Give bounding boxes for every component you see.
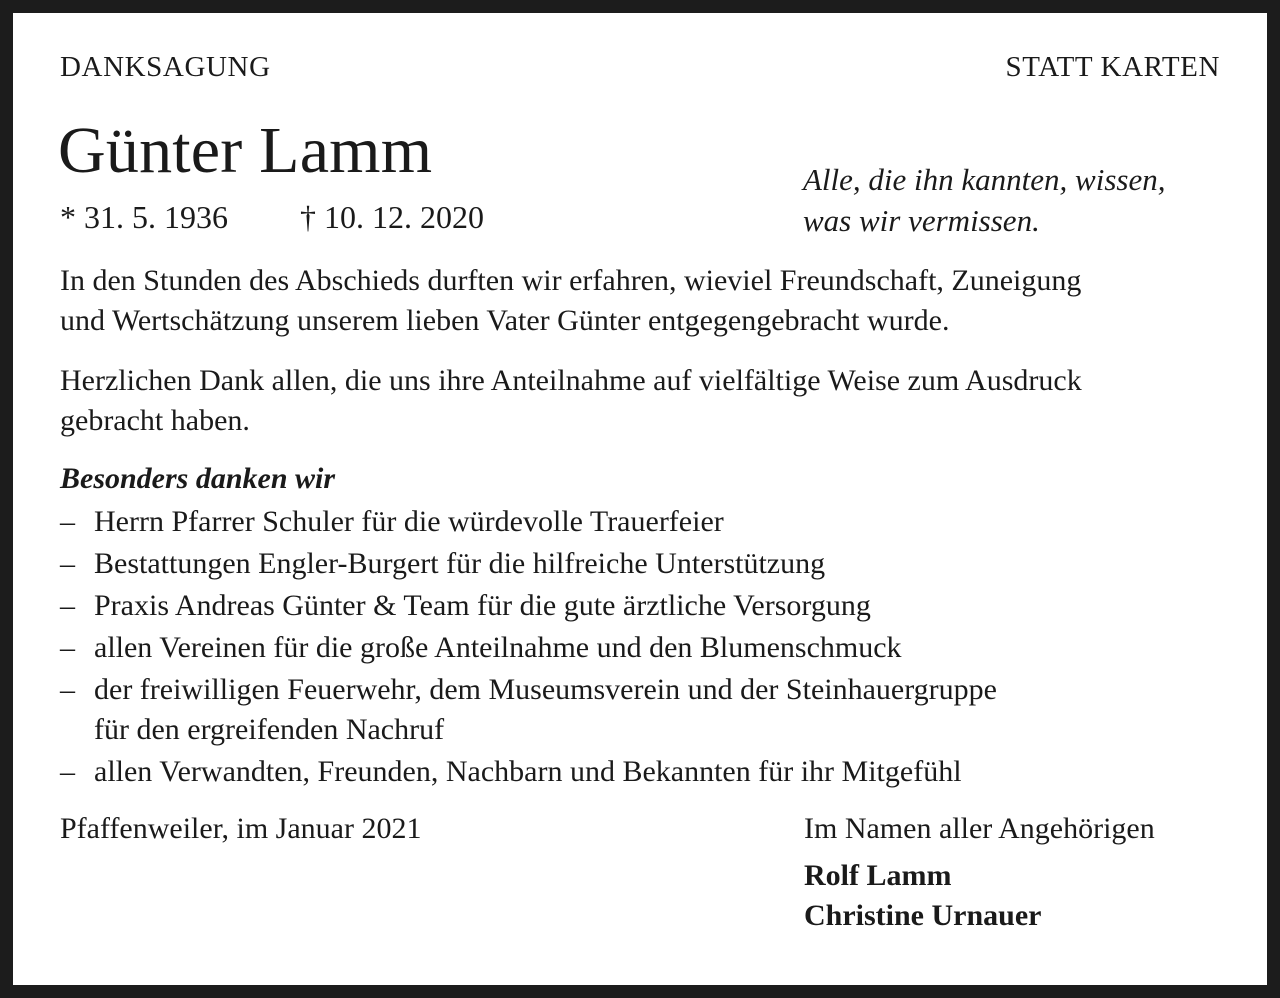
place-and-date: Pfaffenweiler, im Januar 2021 [60, 812, 422, 845]
signer-name: Rolf Lamm [804, 859, 952, 892]
dash-bullet: – [60, 755, 75, 788]
death-date: † 10. 12. 2020 [300, 199, 484, 235]
paragraph-thanks [60, 361, 1082, 441]
list-item-text-continued: für den ergreifenden Nachruf [94, 713, 445, 746]
header-label-danksagung: DANKSAGUNG [60, 51, 271, 83]
paragraph-line: und Wertschätzung unserem lieben Vater Günter entgegengebracht wurde. [60, 304, 950, 337]
dash-bullet: – [60, 589, 75, 622]
header-label-statt-karten: STATT KARTEN [1005, 51, 1220, 83]
dash-bullet: – [60, 673, 75, 706]
list-item [60, 670, 997, 750]
paragraph-line: gebracht haben. [60, 404, 250, 437]
paragraph-farewell [60, 261, 1081, 341]
quote-line: Alle, die ihn kannten, wissen, [803, 162, 1166, 197]
list-item-text: Herrn Pfarrer Schuler für die würdevolle Trauerfeier [94, 505, 724, 538]
memorial-quote [803, 159, 1165, 241]
list-item [60, 544, 997, 584]
on-behalf-line: Im Namen aller Angehörigen [804, 812, 1155, 845]
list-item [60, 628, 997, 668]
list-item [60, 752, 997, 792]
quote-line: was wir vermissen. [803, 203, 1040, 238]
paragraph-line: In den Stunden des Abschieds durften wir erfahren, wieviel Freundschaft, Zuneigung [60, 264, 1082, 297]
thanks-list [60, 502, 997, 794]
list-item-text: Praxis Andreas Günter & Team für die gute ärztliche Versorgung [94, 589, 871, 622]
list-item [60, 586, 997, 626]
birth-date: * 31. 5. 1936 [60, 199, 228, 235]
list-item-text: allen Verwandten, Freunden, Nachbarn und Bekannten für ihr Mitgefühl [94, 755, 962, 788]
deceased-name: Günter Lamm [58, 114, 433, 187]
special-thanks-heading: Besonders danken wir [60, 462, 336, 495]
signer-name: Christine Urnauer [804, 899, 1042, 932]
dash-bullet: – [60, 547, 75, 580]
list-item [60, 502, 997, 542]
dash-bullet: – [60, 631, 75, 664]
paragraph-line: Herzlichen Dank allen, die uns ihre Anteilnahme auf vielfältige Weise zum Ausdruck [60, 364, 1082, 397]
list-item-text: allen Vereinen für die große Anteilnahme und den Blumenschmuck [94, 631, 902, 664]
list-item-text: der freiwilligen Feuerwehr, dem Museumsverein und der Steinhauergruppe [94, 673, 997, 706]
list-item-text: Bestattungen Engler-Burgert für die hilfreiche Unterstützung [94, 547, 826, 580]
dash-bullet: – [60, 505, 75, 538]
